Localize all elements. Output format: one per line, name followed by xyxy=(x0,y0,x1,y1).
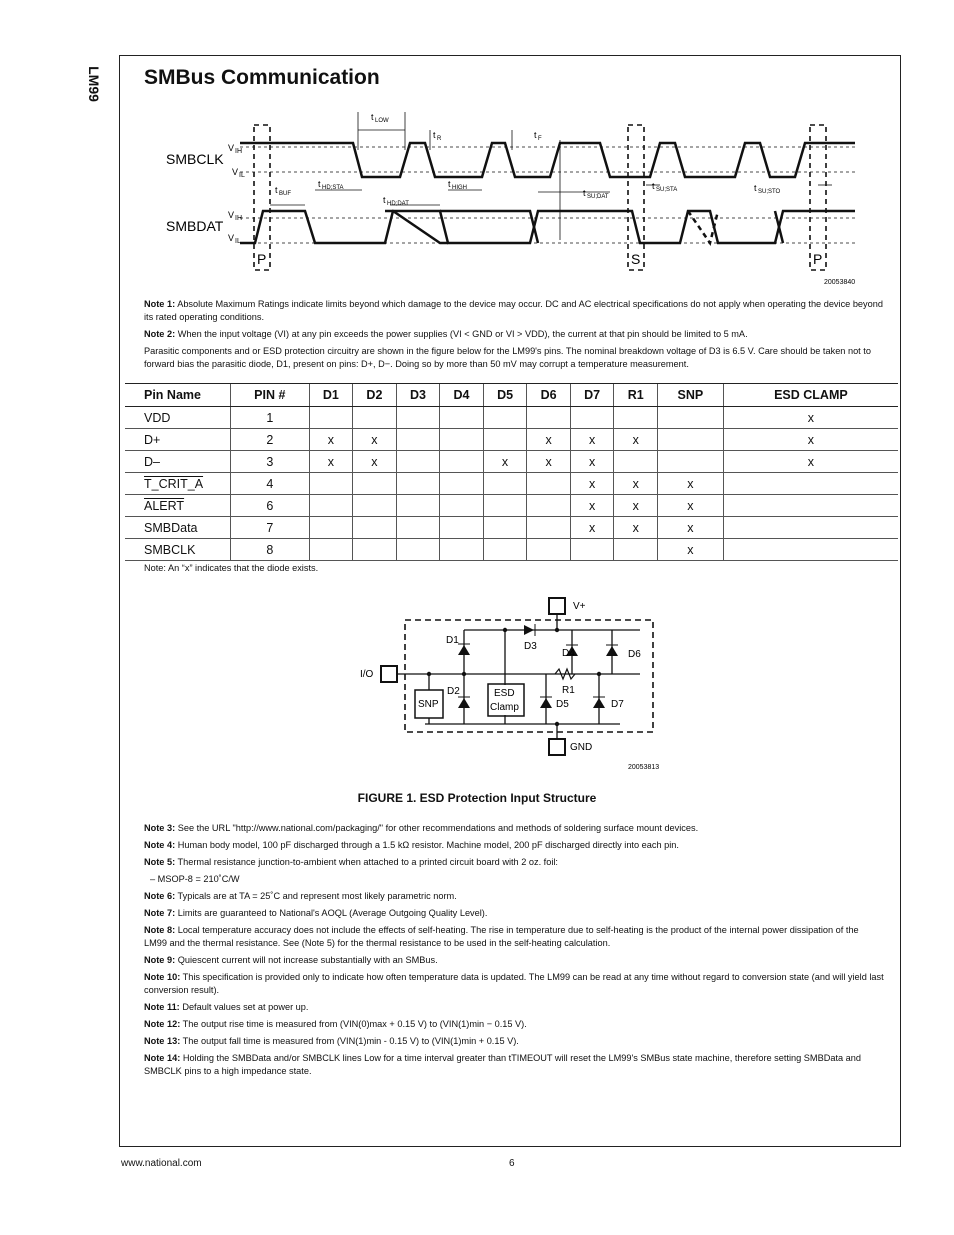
svg-text:t: t xyxy=(652,181,655,191)
note-9: Note 9: Quiescent current will not increase substantially with an SMBus. xyxy=(144,955,438,965)
table-cell: x xyxy=(570,495,614,517)
gnd-label: GND xyxy=(570,742,593,753)
note-8: Note 8: Local temperature accuracy does not include the effects of self-heating. The rise in temperature due to self-heating is the product of the internal power dissipation of the LM99 and the thermal resistance. See (Note 5) for the thermal resistance to be used in the self-heating calculation. xyxy=(144,925,859,948)
d3-label: D3 xyxy=(524,641,537,652)
note-7: Note 7: Limits are guaranteed to National's AOQL (Average Outgoing Quality Level). xyxy=(144,908,488,918)
note-13: Note 13: The output fall time is measured from (VIN(1)min - 0.15 V) to (VIN(1)min + 0.15 V). xyxy=(144,1036,519,1046)
table-cell: x xyxy=(657,517,723,539)
pin-name-cell: T_CRIT_A xyxy=(125,473,231,495)
table-row xyxy=(125,451,898,473)
table-cell xyxy=(396,517,440,539)
table-cell: 3 xyxy=(231,451,310,473)
col-header: R1 xyxy=(614,384,658,407)
table-cell: x xyxy=(570,429,614,451)
table-cell: x xyxy=(527,451,571,473)
section-title: SMBus Communication xyxy=(144,66,380,89)
vil-label: IL xyxy=(239,172,245,179)
table-row xyxy=(125,539,898,561)
note-3: Note 3: See the URL "http://www.national.com/packaging/" for other recommendations and methods of soldering surface mount devices. xyxy=(144,823,699,833)
table-cell xyxy=(483,407,527,429)
circuit-figure-id: 20053813 xyxy=(628,764,660,771)
pin-name-cell: SMBCLK xyxy=(125,539,231,561)
vih-label: IH xyxy=(235,148,242,155)
smbdat-label: SMBDAT xyxy=(166,218,224,234)
table-cell xyxy=(614,539,658,561)
table-cell xyxy=(723,495,898,517)
table-cell: x xyxy=(309,429,353,451)
footer-url[interactable]: www.national.com xyxy=(121,1158,202,1169)
table-cell xyxy=(440,473,484,495)
svg-text:t: t xyxy=(371,112,374,122)
svg-text:t: t xyxy=(383,195,386,205)
notes-top xyxy=(144,298,884,375)
figure-caption: FIGURE 1. ESD Protection Input Structure xyxy=(357,791,597,805)
col-header: Pin Name xyxy=(125,384,231,407)
table-cell: x xyxy=(614,517,658,539)
p-stop-label-2: P xyxy=(813,251,823,267)
svg-text:t: t xyxy=(534,130,537,140)
figure-id: 20053840 xyxy=(824,279,856,286)
col-header: D4 xyxy=(440,384,484,407)
table-cell xyxy=(657,407,723,429)
pin-name-cell: ALERT xyxy=(125,495,231,517)
table-cell xyxy=(353,473,397,495)
table-cell: x xyxy=(614,495,658,517)
table-cell xyxy=(396,539,440,561)
col-header: SNP xyxy=(657,384,723,407)
table-note: Note: An “x” indicates that the diode exists. xyxy=(144,563,319,573)
table-cell xyxy=(396,495,440,517)
table-cell xyxy=(396,473,440,495)
table-cell xyxy=(309,473,353,495)
table-cell xyxy=(723,473,898,495)
note-5-msop: – MSOP-8 = 210˚C/W xyxy=(150,874,240,884)
table-cell xyxy=(570,539,614,561)
table-cell xyxy=(614,451,658,473)
table-header-row xyxy=(125,384,898,407)
table-cell: x xyxy=(723,429,898,451)
table-cell xyxy=(353,407,397,429)
svg-text:V: V xyxy=(228,143,235,153)
col-header: D2 xyxy=(353,384,397,407)
note-12: Note 12: The output rise time is measured from (VIN(0)max + 0.15 V) to (VIN(1)min − 0.15 V). xyxy=(144,1019,527,1029)
table-cell: x xyxy=(353,451,397,473)
io-label: I/O xyxy=(360,669,374,680)
note-10: Note 10: This specification is provided only to indicate how often temperature data is updated. The LM99 can be read at any time without regard to conversion state (and will yield last conversion result). xyxy=(144,972,884,995)
svg-text:t: t xyxy=(318,179,321,189)
notes-bottom xyxy=(144,822,884,1082)
note-2: Note 2: When the input voltage (VI) at any pin exceeds the power supplies (VI < GND or VI > VDD), the current at that pin should be limited to 5 mA. xyxy=(144,329,748,339)
table-cell xyxy=(570,407,614,429)
table-cell xyxy=(483,539,527,561)
table-cell xyxy=(440,429,484,451)
pin-name-cell: SMBData xyxy=(125,517,231,539)
note-11: Note 11: Default values set at power up. xyxy=(144,1002,309,1012)
table-cell xyxy=(309,539,353,561)
tbuf-label: BUF xyxy=(279,191,291,197)
svg-text:t: t xyxy=(433,130,436,140)
vih-label-2: IH xyxy=(235,215,242,222)
note-14: Note 14: Holding the SMBData and/or SMBCLK lines Low for a time interval greater than tTIMEOUT will reset the LM99's SMBus state machine, therefore setting SMBData and SMBCLK pins to a high impedance state. xyxy=(144,1053,862,1076)
page-number: 6 xyxy=(509,1158,515,1169)
svg-text:V: V xyxy=(228,233,235,243)
pin-name-cell: VDD xyxy=(125,407,231,429)
s-start-label: S xyxy=(631,251,641,267)
d5-label: D5 xyxy=(556,699,569,710)
thigh-label: HIGH xyxy=(452,185,467,191)
tf-label: F xyxy=(538,136,542,142)
note-5: Note 5: Thermal resistance junction-to-ambient when attached to a printed circuit board with 2 oz. foil: xyxy=(144,857,558,867)
table-cell xyxy=(527,407,571,429)
pin-diode-table xyxy=(125,383,898,561)
table-cell xyxy=(483,473,527,495)
tlow-label: LOW xyxy=(375,118,389,124)
table-cell xyxy=(527,539,571,561)
table-cell xyxy=(353,495,397,517)
table-cell: x xyxy=(657,495,723,517)
table-row xyxy=(125,495,898,517)
d4-label: D4 xyxy=(562,648,575,659)
d7-label: D7 xyxy=(611,699,624,710)
table-cell: x xyxy=(614,429,658,451)
esd-label: ESD xyxy=(494,688,515,699)
d1-label: D1 xyxy=(446,635,459,646)
tsudat-label: SU;DAT xyxy=(587,194,609,200)
table-cell xyxy=(396,429,440,451)
svg-text:t: t xyxy=(583,188,586,198)
table-cell xyxy=(527,473,571,495)
thddat-label: HD;DAT xyxy=(387,201,409,207)
smbus-timing-diagram xyxy=(160,108,880,288)
table-cell xyxy=(309,495,353,517)
table-cell: x xyxy=(570,473,614,495)
table-cell xyxy=(483,495,527,517)
table-cell xyxy=(309,517,353,539)
tr-label: R xyxy=(437,136,442,142)
table-row xyxy=(125,407,898,429)
table-cell: x xyxy=(657,473,723,495)
svg-text:V: V xyxy=(232,167,239,177)
table-cell: x xyxy=(657,539,723,561)
table-cell: x xyxy=(353,429,397,451)
col-header: D3 xyxy=(396,384,440,407)
table-cell: x xyxy=(527,429,571,451)
vil-label-2: IL xyxy=(235,238,241,245)
p-stop-label: P xyxy=(257,251,267,267)
snp-label: SNP xyxy=(418,699,439,710)
table-cell xyxy=(396,451,440,473)
table-cell xyxy=(309,407,353,429)
table-row xyxy=(125,517,898,539)
table-cell: 6 xyxy=(231,495,310,517)
clamp-label: Clamp xyxy=(490,702,519,713)
note-6: Note 6: Typicals are at TA = 25˚C and represent most likely parametric norm. xyxy=(144,891,457,901)
table-cell: x xyxy=(723,451,898,473)
svg-text:t: t xyxy=(754,183,757,193)
table-cell: 1 xyxy=(231,407,310,429)
table-cell xyxy=(440,451,484,473)
table-cell xyxy=(440,539,484,561)
table-cell: x xyxy=(614,473,658,495)
smbclk-label: SMBCLK xyxy=(166,151,224,167)
table-cell: x xyxy=(570,451,614,473)
table-row xyxy=(125,473,898,495)
col-header: PIN # xyxy=(231,384,310,407)
table-cell xyxy=(396,407,440,429)
table-cell xyxy=(614,407,658,429)
col-header: ESD CLAMP xyxy=(723,384,898,407)
tsusta-label: SU;STA xyxy=(656,187,678,193)
svg-text:t: t xyxy=(448,179,451,189)
table-cell: 8 xyxy=(231,539,310,561)
r1-label: R1 xyxy=(562,685,575,696)
note-parasitic: Parasitic components and or ESD protection circuitry are shown in the figure below for the LM99's pins. The nominal breakdown voltage of D3 is 6.5 V. Care should be taken not to forward bias the parasitic diode, D1, present on pins: D+, D−. Doing so by more than 50 mV may corrupt a temperature measurement. xyxy=(144,346,871,369)
table-cell xyxy=(353,539,397,561)
table-row xyxy=(125,429,898,451)
table-cell: x xyxy=(723,407,898,429)
svg-text:V: V xyxy=(228,210,235,220)
col-header: D6 xyxy=(527,384,571,407)
vplus-label: V+ xyxy=(573,601,586,612)
table-cell: x xyxy=(483,451,527,473)
svg-text:t: t xyxy=(275,185,278,195)
table-cell: x xyxy=(309,451,353,473)
side-tab xyxy=(85,54,116,114)
thdsta-label: HD;STA xyxy=(322,185,344,191)
table-cell xyxy=(440,495,484,517)
pin-name-cell: D+ xyxy=(125,429,231,451)
table-cell xyxy=(483,517,527,539)
table-cell xyxy=(483,429,527,451)
d6-label: D6 xyxy=(628,649,641,660)
table-cell xyxy=(353,517,397,539)
tsusto-label: SU;STO xyxy=(758,189,781,195)
table-cell xyxy=(723,517,898,539)
pin-name-cell: D– xyxy=(125,451,231,473)
col-header: D5 xyxy=(483,384,527,407)
note-4: Note 4: Human body model, 100 pF discharged through a 1.5 kΩ resistor. Machine model, 200 pF discharged directly into each pin. xyxy=(144,840,679,850)
table-cell: 2 xyxy=(231,429,310,451)
table-cell: 4 xyxy=(231,473,310,495)
d2-label: D2 xyxy=(447,686,460,697)
table-cell xyxy=(440,517,484,539)
col-header: D1 xyxy=(309,384,353,407)
table-cell: x xyxy=(570,517,614,539)
note-1: Note 1: Absolute Maximum Ratings indicate limits beyond which damage to the device may occur. DC and AC electrical specifications do not apply when operating the device beyond its rated operating conditions. xyxy=(144,299,883,322)
table-cell xyxy=(657,429,723,451)
part-number: LM99 xyxy=(85,66,102,102)
esd-protection-circuit xyxy=(350,595,670,775)
table-cell: 7 xyxy=(231,517,310,539)
table-cell xyxy=(440,407,484,429)
table-cell xyxy=(527,495,571,517)
table-cell xyxy=(657,451,723,473)
table-cell xyxy=(723,539,898,561)
col-header: D7 xyxy=(570,384,614,407)
table-cell xyxy=(527,517,571,539)
